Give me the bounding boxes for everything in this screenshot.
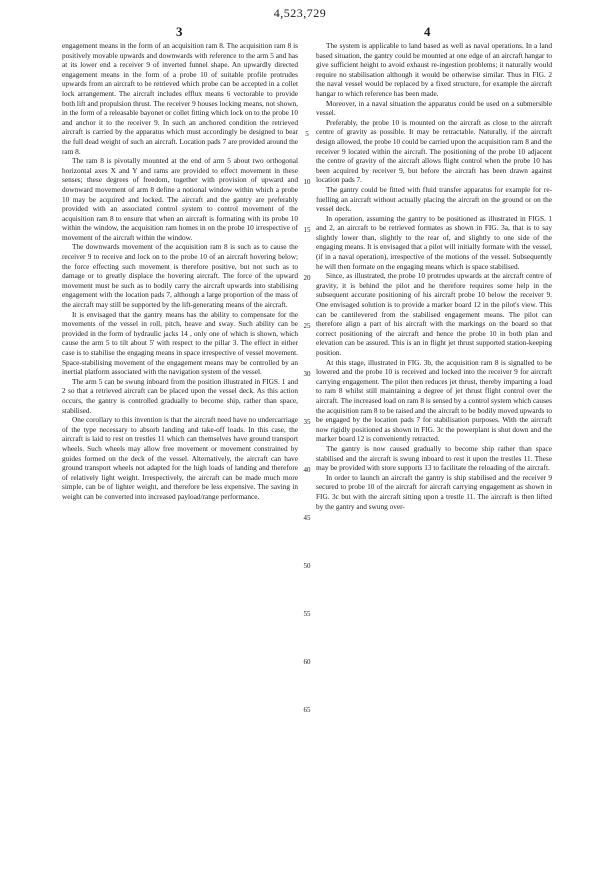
line-number: 40 (303, 466, 311, 474)
left-paragraph: The ram 8 is pivotally mounted at the end of arm 5 about two orthogonal horizontal axes X and Y and rams are provided to effect movement in these senses; these degrees of freedom, together with provision of upward and downward movement of arm 8 define a notional window within which a probe 10 may be acquired and locked. The aircraft and the gantry are preferably provided with an associated control system to control movement of the acquisition ram 8 to ensure that when an aircraft is formating with its probe 10 within the window, the acquisition ram homes in on the probe 10 irrespective of movement of the aircraft within the window. (62, 156, 298, 242)
right-column-number: 4 (424, 24, 431, 39)
line-number: 60 (303, 658, 311, 666)
line-number: 25 (303, 322, 311, 330)
line-number: 30 (303, 370, 311, 378)
right-paragraph: In order to launch an aircraft the gantry is ship stabilised and the receiver 9 secured to probe 10 of the aircraft for aircraft carrying engagement as shown in FIG. 3c but with the aircraft sitting upon a trestle 11. The aircraft is then lifted by the gantry and swung over- (316, 472, 552, 511)
right-paragraph: Since, as illustrated, the probe 10 protrudes upwards at the aircraft centre of gravity, it is behind the pilot and he therefore requires some help in the subsequent accurate positioning of his aircraft probe 10 below the receiver 9. One envisaged solution is to provide a marker board 12 in the pilot's view. This can be cantilevered from the stabilised engagement means. The pilot can therefore align a part of his aircraft with the markings on the board so that correct positioning of the aircraft and hence the probe 10 in both plan and elevation can be assured. This is an in flight jet thrust supported station-keeping position. (316, 271, 552, 357)
left-paragraph: One corollary to this invention is that the aircraft need have no undercarriage of the type necessary to absorb landing and take-off loads. In this case, the aircraft is laid to rest on trestles 11 which can themselves have ground transport wheels. Such wheels may allow free movement or movement constrained by guides formed on the deck of the vessel. Alternatively, the aircraft can have ground transport wheels not adapted for the high loads of landing and therefore of relatively light weight. Irrespectively, the aircraft can be made much more simple, can be of lighter weight, and therefore be less expensive. The saving in weight can be converted into increased payload/range performance. (62, 415, 298, 501)
right-column (316, 41, 552, 511)
left-column (62, 41, 298, 502)
line-number: 15 (303, 226, 311, 234)
right-paragraph: The gantry is now caused gradually to become ship rather than space stabilised and the aircraft is swung inboard to rest it upon the trestles 11. These may be provided with store supports 13 to facilitate the reloading of the aircraft. (316, 443, 552, 473)
right-paragraph: In operation, assuming the gantry to be positioned as illustrated in FIGS. 1 and 2, an aircraft to be retrieved formates as shown in FIG. 3a, that is to say slightly lower than, slightly to the rear of, and slightly to one side of the engaging means. It is envisaged that a pilot will initially formate with the vessel, (if in a naval operation), irrespective of the motions of the vessel. Subsequently he will then formate on the engaging means which is space stabilised. (316, 213, 552, 271)
line-number: 10 (303, 178, 311, 186)
right-paragraph: Preferably, the probe 10 is mounted on the aircraft as close to the aircraft centre of gravity as possible. It may be retractable. Naturally, if the aircraft design allowed, the probe 10 could be carried upon the acquisition ram 8 and the receiver 9 located within the aircraft. The positioning of the probe 10 adjacent the centre of gravity of the aircraft allows flight control when the probe 10 has been acquired by receiver 9, but before the aircraft has been drawn against location pads 7. (316, 117, 552, 185)
left-paragraph: The downwards movement of the acquisition ram 8 is such as to cause the receiver 9 to receive and lock on to the probe 10 of an aircraft hovering below; the force effecting such movement is therefore positive, but not such as to damage or to greatly displace the hovering aircraft. The force of the upward movement must be such as to bodily carry the aircraft upwards into stabilising engagement with the location pads 7, although a large proportion of the mass of the aircraft may still be supported by the lift-generating means of the aircraft. (62, 242, 298, 310)
right-paragraph: Moreover, in a naval situation the apparatus could be used on a submersible vessel. (316, 98, 552, 118)
line-number: 5 (305, 130, 309, 138)
right-paragraph: At this stage, illustrated in FIG. 3b, the acquisition ram 8 is signalled to be lowered and the probe 10 is received and locked into the receiver 9 for aircraft carrying engagement. The pilot then reduces jet thrust, thereby imparting a load to ram 8 whilst still maintaining a degree of jet thrust flight control over the aircraft. The increased load on ram 8 is sensed by a control system which causes the acquisition ram 8 to be raised and the aircraft to be bodily moved upwards to be engaged by the location pads 7 for stabilisation purposes. With the aircraft now rigidly positioned as shown in FIG. 3c the powerplant is shut down and the marker board 12 is conveniently retracted. (316, 357, 552, 444)
line-number: 50 (303, 562, 311, 570)
right-paragraph: The system is applicable to land based as well as naval operations. In a land based situation, the gantry could be mounted at one edge of an aircraft hangar to give sufficient height to avoid exhaust re-ingestion problems; it naturally would require no stabilisation although it would be otherwise similar. Thus in FIG. 2 the naval vessel would be replaced by a fixed structure, for example the aircraft hangar to which reference has been made. (316, 41, 552, 98)
line-number: 20 (303, 274, 311, 282)
line-number: 55 (303, 610, 311, 618)
patent-number: 4,523,729 (273, 6, 327, 20)
line-number: 35 (303, 418, 311, 426)
left-column-number: 3 (176, 24, 183, 39)
left-paragraph: It is envisaged that the gantry means has the ability to compensate for the movements of the vessel in roll, pitch, heave and sway. Such ability can be provided in the form of hydraulic jacks 14 , only one of which is shown, which cause the arm 5 to tilt about 5' with respect to the pillar 3. The effect in either case is to stabilise the engaging means in space irrespective of vessel movement. Space-stabilising movement of the engagement means may be controlled by an inertial platform associated with the navigation system of the vessel. (62, 309, 298, 377)
left-paragraph: The arm 5 can be swung inboard from the position illustrated in FIGS. 1 and 2 so that a retrieved aircraft can be placed upon the vessel deck. As this action occurs, the gantry is controlled gradually to become ship, rather than space, stabilised. (62, 376, 298, 415)
line-number: 65 (303, 706, 311, 714)
right-paragraph: The gantry could be fitted with fluid transfer apparatus for example for re-fuelling an aircraft without actually placing the aircraft on the ground or on the vessel deck. (316, 184, 552, 214)
left-paragraph: engagement means in the form of an acquisition ram 8. The acquisition ram 8 is positively movable upwards and downwards with reference to the arm 5 and has at its lower end a receiver 9 of inverted funnel shape. An upwardly directed engagement means in the form of a probe 10 of suitable profile protrudes upwards from an aircraft to be retrieved which probe can be accepted in a collet lock arrangement. The aircraft includes efflux means 6 vectorable to provide both lift and propulsion thrust. The receiver 9 houses locking means, not shown, in the form of a releasable bayonet or collet fitting which lock on to the probe 10 and anchor it to the receiver 9. In such an anchored condition the retrieved aircraft is carried by the apparatus which must accordingly be designed to bear the full dead weight of such an aircraft. Location pads 7 are provided around the ram 8. (62, 41, 298, 156)
line-number: 45 (303, 514, 311, 522)
